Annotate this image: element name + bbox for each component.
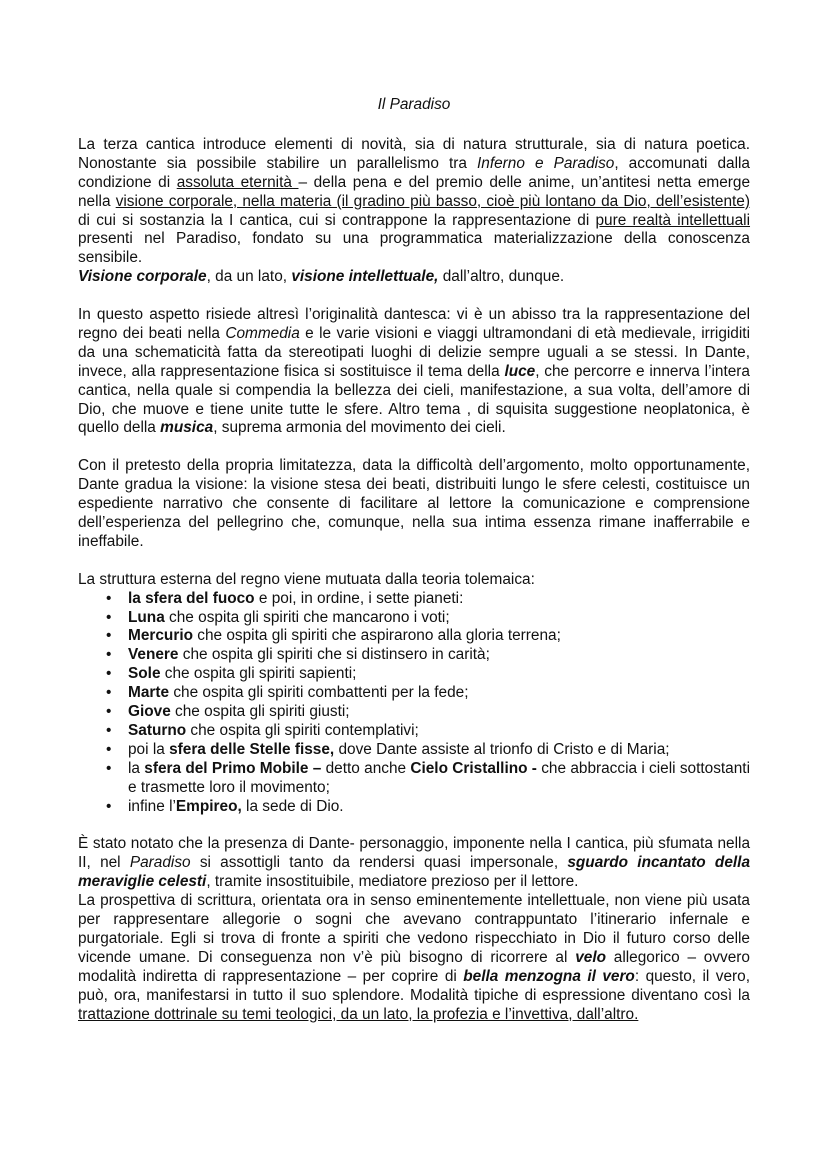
text-run: La prospettiva di scrittura, orientata ora in senso eminentemente intellettuale, non viene più usata per rappresentare allegorie o sogni che avevano contrappuntato l’itinerario infernale e purgatoriale. Egli si trova di fronte a spiriti che vedono rispecchiato in Dio il futuro corso delle vicende umane. Di conseguenza non v’è più bisogno di ricorrere al [78, 892, 750, 966]
paragraph-intro [78, 136, 750, 268]
text-run: : questo, il vero, può, ora, manifestarsi in tutto il suo splendore. Modalità tipiche di espressione diventano così la [78, 967, 750, 1004]
text-run: presenti nel Paradiso, fondato su una programmatica materializzazione della conoscenza sensibile. [78, 230, 750, 267]
text-run: , suprema armonia del movimento dei cieli. [213, 419, 506, 437]
list-item: • poi la sfera delle Stelle fisse, dove Dante assiste al trionfo di Cristo e di Maria; [128, 741, 750, 760]
document-title: Il Paradiso [377, 96, 451, 113]
bold-italic-text: bella menzogna il vero [463, 967, 635, 985]
paragraph-prospettiva [78, 892, 750, 1024]
spheres-list [78, 590, 750, 817]
text-run: di cui si sostanzia la I cantica, cui si contrappone la rappresentazione di [78, 211, 596, 229]
paragraph-struttura: La struttura esterna del regno viene mutuata dalla teoria tolemaica: [78, 570, 535, 588]
underlined-text: assoluta eternità [176, 173, 299, 191]
list-item: • Saturno che ospita gli spiriti contemplativi; [128, 722, 750, 741]
list-item: • Mercurio che ospita gli spiriti che aspirarono alla gloria terrena; [128, 627, 750, 646]
italic-text: Paradiso [129, 854, 191, 872]
text-run: e le varie visioni e viaggi ultramondani di età medievale, irrigiditi da una schematicità fatta da stereotipati luoghi di delizie sempre uguali a se stessi. In Dante, invece, alla rappresentazione fisica si sostituisce il tema della [78, 324, 750, 380]
bold-italic-text: velo [575, 948, 606, 966]
text-run: , tramite insostituibile, mediatore prezioso per il lettore. [206, 873, 579, 891]
text-run: dall’altro, dunque. [438, 268, 565, 286]
text-run: , da un lato, [206, 268, 292, 286]
text-run: In questo aspetto risiede altresì l’originalità dantesca: vi è un abisso tra la rappresentazione del regno dei beati nella [78, 306, 750, 342]
list-item: • la sfera del Primo Mobile – detto anche Cielo Cristallino - che abbraccia i cieli sottostanti e trasmette loro il movimento; [128, 760, 750, 798]
bold-italic-text: visione intellettuale, [291, 268, 439, 286]
paragraph-originalita [78, 306, 750, 438]
list-item: • Giove che ospita gli spiriti giusti; [128, 703, 750, 722]
underlined-text: trattazione dottrinale su temi teologici, da un lato, la profezia e l’invettiva, dall’altro. [78, 1005, 639, 1023]
bold-italic-text: musica [160, 419, 214, 437]
text-run: si assottigli tanto da rendersi quasi impersonale, [190, 854, 568, 872]
bold-italic-text: Visione corporale [78, 268, 207, 286]
paragraph-personaggio [78, 835, 750, 892]
underlined-text: pure realtà intellettuali [595, 211, 751, 229]
text-run: allegorico – ovvero modalità indiretta di rappresentazione – per coprire di [78, 948, 750, 985]
list-item: • infine l’Empireo, la sede di Dio. [128, 798, 750, 817]
text-run: , accomunati dalla condizione di [78, 154, 750, 191]
italic-text: Inferno e Paradiso [476, 154, 615, 172]
paragraph-visione [78, 268, 750, 287]
bold-italic-text: sguardo incantato della meraviglie celesti [78, 854, 751, 891]
paragraph-pretesto: Con il pretesto della propria limitatezza, data la difficoltà dell’argomento, molto opportunamente, Dante gradua la visione: la visione stesa dei beati, distribuiti lungo le sfere celesti, costituisce un espediente narrativo che consente di facilitare al lettore la comunicazione e comprensione dell’esperienza del pellegrino che, comunque, nella sua intima essenza rimane inafferrabile e ineffabile. [78, 457, 750, 550]
list-item: • Sole che ospita gli spiriti sapienti; [128, 665, 750, 684]
list-item: • Marte che ospita gli spiriti combattenti per la fede; [128, 684, 750, 703]
list-item: • Venere che ospita gli spiriti che si distinsero in carità; [128, 646, 750, 665]
bold-italic-text: luce [504, 362, 536, 380]
underlined-text: visione corporale, nella materia (il gradino più basso, cioè più lontano da Dio, dell’esistente) [115, 192, 750, 210]
text-run: La terza cantica introduce elementi di novità, sia di natura strutturale, sia di natura poetica. Nonostante sia possibile stabilire un parallelismo tra [78, 135, 750, 172]
list-item: • Luna che ospita gli spiriti che mancarono i voti; [128, 609, 750, 628]
document-page [78, 96, 750, 1024]
list-item: • la sfera del fuoco e poi, in ordine, i sette pianeti: [128, 590, 750, 609]
text-run: , che percorre e innerva l’intera cantica, nella quale si compendia la bellezza dei cieli, manifestazione, a sua volta, dell’amore di Dio, che muove e tiene unite tutte le sfere. Altro tema , di squisita suggestione neoplatonica, è quello della [78, 362, 750, 437]
text-run: – della pena e del premio delle anime, un’antitesi netta emerge nella [78, 173, 751, 210]
text-run: È stato notato che la presenza di Dante- personaggio, imponente nella I cantica, più sfumata nella II, nel [78, 835, 750, 872]
italic-text: Commedia [225, 324, 300, 342]
